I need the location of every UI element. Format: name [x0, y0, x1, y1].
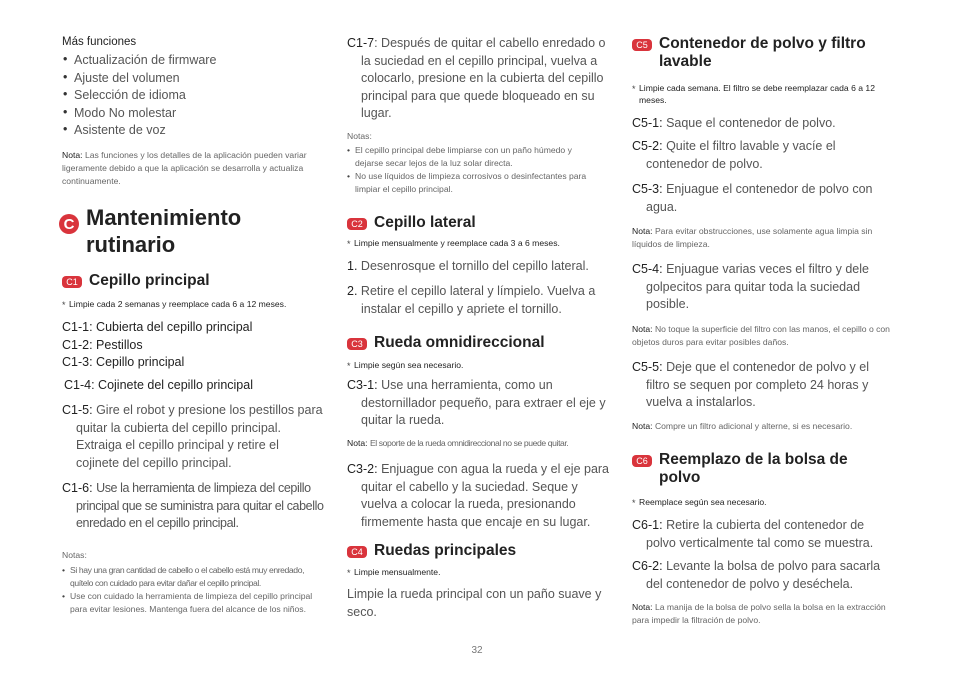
c6-badge: C6	[632, 455, 652, 467]
step-text: Use una herramienta, como un destornillador pequeño, para extraer el eje y quitar la rueda.	[361, 378, 606, 428]
c6-title: Reemplazo de la bolsa de polvo	[659, 451, 848, 486]
step-label: C6-2:	[632, 559, 663, 573]
list-item: • Asistente de voz	[62, 122, 324, 140]
c5-note-1	[632, 225, 894, 251]
c1-6-step	[62, 480, 324, 533]
c5-5-step	[632, 359, 894, 412]
step-label: C5-3:	[632, 182, 663, 196]
list-item: • Selección de idioma	[62, 87, 324, 105]
step-label: C5-1:	[632, 116, 663, 130]
note-text: El soporte de la rueda omnidireccional no se puede quitar.	[369, 438, 569, 448]
c4-title: Ruedas principales	[374, 542, 517, 559]
step-label: C3-1:	[347, 378, 378, 392]
c1-tip: * Limpie cada 2 semanas y reemplace cada 6 a 12 meses.	[62, 299, 324, 311]
c1-heading	[62, 272, 210, 290]
step-label: C1-6:	[62, 481, 93, 495]
note-text: No toque la superficie del filtro con las manos, el cepillo o con objetos duros para evitar posibles daños.	[632, 324, 890, 347]
c1-part4: C1-4: Cojinete del cepillo principal	[64, 378, 253, 392]
step-label: C3-2:	[347, 462, 378, 476]
step-text: Quite el filtro lavable y vacíe el contenedor de polvo.	[646, 139, 836, 171]
c5-3-step	[632, 181, 894, 216]
c5-note-3	[632, 420, 894, 433]
note-label: Nota:	[347, 438, 368, 448]
c5-note-2	[632, 323, 894, 349]
step-label: 1.	[347, 259, 358, 273]
c1-7-notes-list	[347, 144, 602, 196]
c1-7-notes-label: Notas:	[347, 131, 372, 141]
note-text: La manija de la bolsa de polvo sella la bolsa en la extracción para impedir la filtración de polvo.	[632, 602, 886, 625]
c5-4-step	[632, 261, 894, 314]
c5-1-step	[632, 115, 894, 133]
step-text: Enjuague varias veces el filtro y dele golpecitos para quitar toda la suciedad posible.	[646, 262, 869, 312]
c3-badge: C3	[347, 338, 367, 350]
c3-1-step	[347, 377, 609, 430]
c6-tip: * Reemplace según sea necesario.	[632, 497, 894, 509]
list-item: • Modo No molestar	[62, 105, 324, 123]
note-label: Nota:	[62, 150, 83, 160]
c1-5-step	[62, 402, 324, 472]
c3-2-step	[347, 461, 609, 531]
step-text: Deje que el contenedor de polvo y el filtro se sequen por completo 24 horas y vuelva a instalarlos.	[646, 360, 869, 410]
step-text: Gire el robot y presione los pestillos para quitar la cubierta del cepillo principal. Extraiga el cepillo principal y retire el cojinete del cepillo principal.	[76, 403, 323, 470]
step-label: C1-5:	[62, 403, 93, 417]
c4-tip: * Limpie mensualmente.	[347, 567, 609, 579]
step-label: 2.	[347, 284, 358, 298]
c2-heading	[347, 214, 476, 232]
c2-tip: * Limpie mensualmente y reemplace cada 3 a 6 meses.	[347, 238, 609, 250]
c6-1-step	[632, 517, 894, 552]
c6-2-step	[632, 558, 894, 593]
c1-badge: C1	[62, 276, 82, 288]
list-item: • El cepillo principal debe limpiarse con un paño húmedo y dejarse secar lejos de la luz solar directa.	[347, 144, 602, 169]
list-item: • Ajuste del volumen	[62, 70, 324, 88]
c6-heading	[632, 451, 884, 487]
note-label: Nota:	[632, 421, 653, 431]
note-label: Nota:	[632, 602, 653, 612]
c3-title: Rueda omnidireccional	[374, 334, 545, 351]
section-heading	[59, 204, 286, 258]
list-item: • Si hay una gran cantidad de cabello o el cabello está muy enredado, quítelo con cuidado para evitar dañar el cepillo principal.	[62, 564, 320, 589]
step-text: : Después de quitar el cabello enredado o la suciedad en el cepillo principal, vuelva a colocarlo, presione en la cubierta del cepillo principal para que quede bloqueado en su lugar.	[361, 36, 606, 121]
note-text: Compre un filtro adicional y alterne, si es necesario.	[654, 421, 853, 431]
more-functions-list	[62, 52, 324, 140]
step-text: Desenrosque el tornillo del cepillo lateral.	[360, 259, 589, 273]
step-label: C6-1:	[632, 518, 663, 532]
section-badge: C	[59, 214, 79, 234]
step-text: Enjuague con agua la rueda y el eje para quitar el cabello y la suciedad. Seque y vuelva a colocar la rueda, presionando firmemente hasta que encaje en su lugar.	[361, 462, 610, 529]
note-text: Para evitar obstrucciones, use solamente agua limpia sin líquidos de limpieza.	[632, 226, 873, 249]
c4-badge: C4	[347, 546, 367, 558]
step-label: C5-4:	[632, 262, 663, 276]
step-text: Levante la bolsa de polvo para sacarla del contenedor de polvo y deséchela.	[646, 559, 881, 591]
list-item: • Actualización de firmware	[62, 52, 324, 70]
c5-2-step	[632, 138, 894, 173]
c1-7-step	[347, 35, 609, 123]
c2-title: Cepillo lateral	[374, 214, 476, 231]
step-text: Retire la cubierta del contenedor de polvo verticalmente tal como se muestra.	[646, 518, 874, 550]
c2-step-2	[347, 283, 609, 318]
c1-notes-list	[62, 564, 320, 616]
step-label: C5-2:	[632, 139, 663, 153]
c4-text: Limpie la rueda principal con un paño suave y seco.	[347, 587, 602, 619]
c1-notes-label: Notas:	[62, 550, 87, 560]
c2-badge: C2	[347, 218, 367, 230]
c5-title: Contenedor de polvo y filtro lavable	[659, 35, 866, 70]
c2-step-1	[347, 258, 609, 276]
c4-heading	[347, 542, 516, 560]
c5-badge: C5	[632, 39, 652, 51]
step-label: C1-7	[347, 36, 375, 50]
c1-part: C1-2: Pestillos	[62, 337, 143, 352]
step-text: Saque el contenedor de polvo.	[666, 116, 836, 130]
step-label: C5-5:	[632, 360, 663, 374]
c3-tip: * Limpie según sea necesario.	[347, 360, 609, 372]
list-item: • No use líquidos de limpieza corrosivos o desinfectantes para limpiar el cepillo principal.	[347, 170, 602, 195]
app-note	[62, 149, 317, 188]
c1-part: C1-1: Cubierta del cepillo principal	[62, 320, 253, 334]
c3-note	[347, 437, 609, 450]
note-label: Nota:	[632, 226, 653, 236]
section-title: Mantenimiento rutinario	[86, 205, 242, 257]
c1-parts	[62, 319, 324, 372]
note-text: Las funciones y los detalles de la aplicación pueden variar ligeramente debido a que la aplicación se desarrolla y actualiza continuamente.	[62, 150, 307, 186]
c5-tip: * Limpie cada semana. El filtro se debe reemplazar cada 6 a 12 meses.	[632, 83, 894, 106]
c1-title: Cepillo principal	[89, 272, 210, 289]
step-text: Use la herramienta de limpieza del cepillo principal que se suministra para quitar el cabello enredado en el cepillo principal.	[76, 481, 324, 531]
note-label: Nota:	[632, 324, 653, 334]
more-functions-title: Más funciones	[62, 36, 137, 48]
c5-heading	[632, 35, 894, 71]
c6-note	[632, 601, 894, 627]
step-text: Enjuague el contenedor de polvo con agua.	[646, 182, 873, 214]
step-text: Retire el cepillo lateral y límpielo. Vuelva a instalar el cepillo y apriete el tornillo.	[360, 284, 596, 316]
c1-part: C1-3: Cepillo principal	[62, 355, 185, 370]
page-number: 32	[471, 645, 483, 656]
list-item: • Use con cuidado la herramienta de limpieza del cepillo principal para evitar lesiones. Mantenga fuera del alcance de los niños.	[62, 590, 320, 615]
c3-heading	[347, 334, 545, 352]
